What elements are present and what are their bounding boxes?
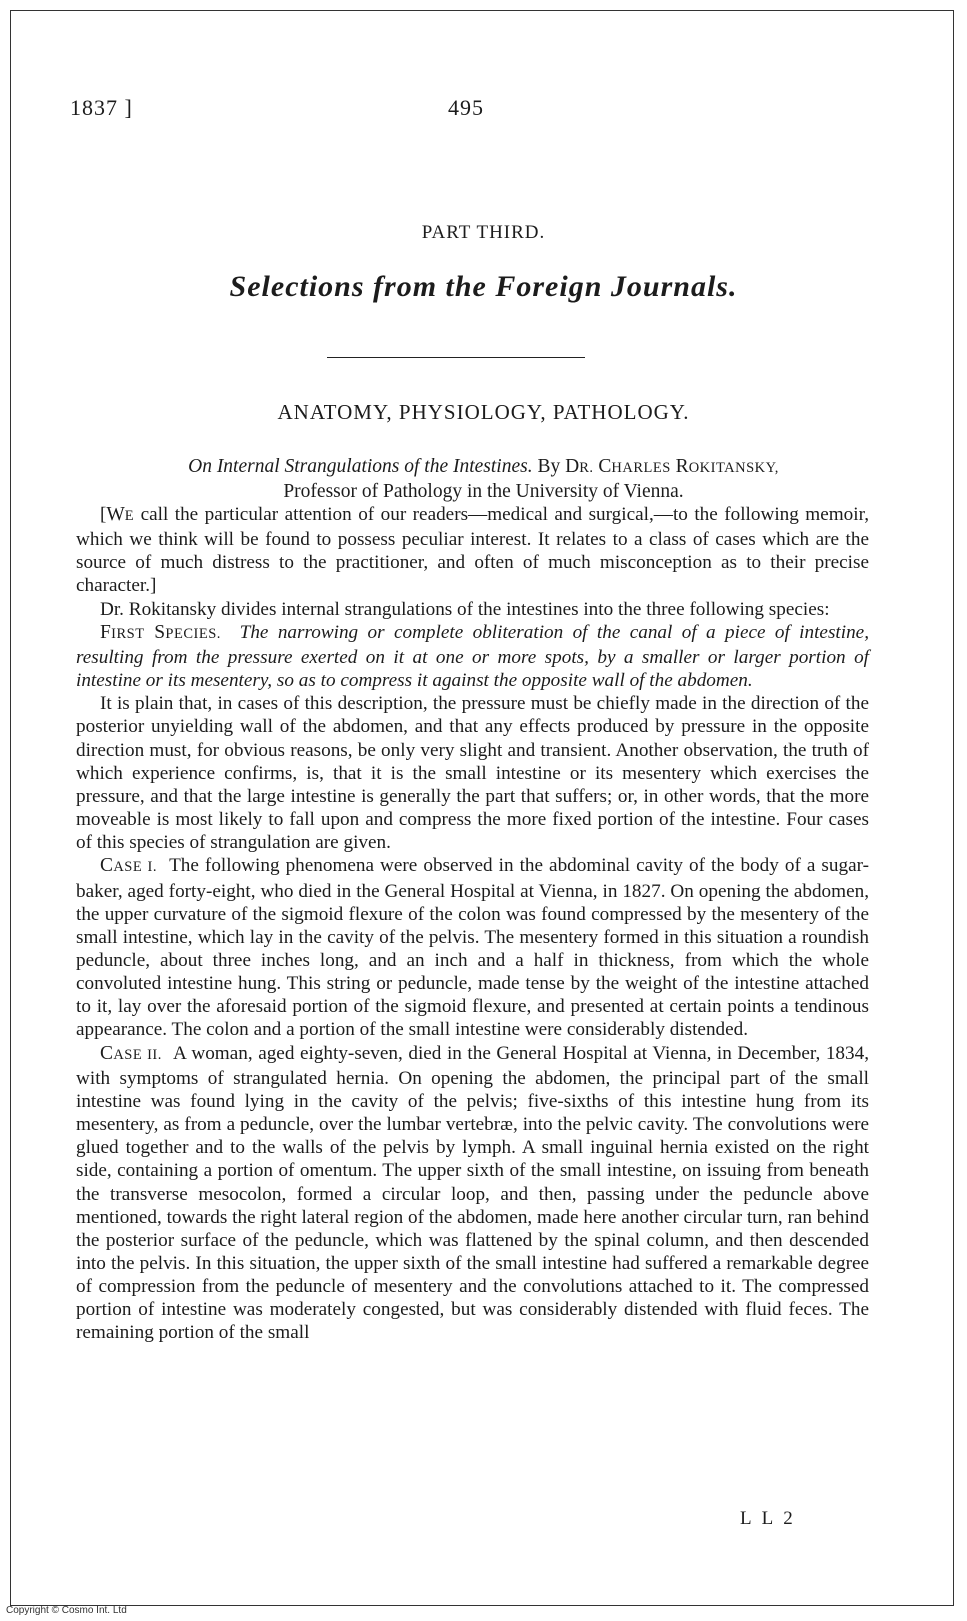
case-2-label	[100, 1043, 162, 1064]
first-species-definition: The narrowing or complete obliteration of the canal of a piece of intestine, resulting from the pressure exerted on it at one or more spots, by a smaller or larger portion of intestine or its mesentery, so as to compress it against the opposite wall of the abdomen.	[76, 621, 869, 692]
first-species-cap2: S	[154, 621, 166, 643]
paragraph-editorial-note	[76, 503, 869, 598]
first-species-label	[100, 622, 221, 643]
author-first-cap: C	[598, 456, 612, 477]
section-heading: ANATOMY, PHYSIOLOGY, PATHOLOGY.	[277, 400, 690, 424]
case-1-text: The following phenomena were observed in the abdominal cavity of the body of a sugar-baker, aged forty-eight, who died in the General Hospital at Vienna, in 1827. On opening the abdomen, the upper curvature of the sigmoid flexure of the colon was found compressed by the mesentery of the small intestine, which lay in the cavity of the pelvis. The mesentery formed in this situation a roundish peduncle, about three inches long, and an inch and a half in thickness, from which the whole convoluted intestine hung. This string or peduncle, made tense by the weight of the intestine attached to it, lay over the aforesaid portion of the sigmoid flexure, and presented at certain points a tendinous appearance. The colon and a portion of the small intestine were considerably distended.	[76, 855, 869, 1041]
author-dr-cap: D	[565, 456, 580, 477]
bracket-open: [	[100, 504, 107, 525]
p1-text: call the particular attention of our readers—medical and surgical,—to the following memoir, which we think will be found to possess peculiar interest. It relates to a class of cases which are the source of much distress to the practitioner, and often of much misconception as to their precise character.]	[76, 504, 869, 597]
journal-section-title: Selections from the Foreign Journals.	[229, 270, 738, 303]
first-species-small2: PECIES.	[165, 625, 221, 642]
author-first-small: HARLES	[611, 460, 671, 476]
p1-we-cap: W	[106, 504, 125, 525]
case-2-small: ASE II.	[113, 1046, 162, 1063]
case-2-cap: C	[100, 1042, 114, 1064]
author-dr-small: R.	[579, 460, 594, 476]
paragraph-first-species	[76, 621, 869, 692]
first-species-cap1: F	[100, 621, 112, 643]
case-2-text: A woman, aged eighty-seven, died in the General Hospital at Vienna, in December, 1834, with symptoms of strangulated hernia. On opening the abdomen, the principal part of the small intestine was found lying in the cavity of the pelvis; five-sixths of this intestine hung from its mesentery, as from a peduncle, over the lumbar vertebræ, into the pelvic cavity. The convolutions were glued together and to the walls of the pelvis by lymph. A small inguinal hernia existed on the right side, containing a portion of omentum. The upper sixth of the small intestine, on issuing from beneath the transverse mesocolon, formed a circular loop, and then, passing under the peduncle above mentioned, towards the right lateral region of the abdomen, made here another circular turn, ran behind the posterior surface of the peduncle, which was flattened by the spinal column, and then descended into the pelvis. In this situation, the upper sixth of the small intestine had suffered a remarkable degree of compression from the peduncle of mesentery and the convolutions attached to it. The compressed portion of intestine was moderately congested, but was considerably distended with fluid feces. The remaining portion of the small	[76, 1042, 870, 1344]
case-1-small: ASE I.	[113, 859, 158, 876]
copyright-notice: Copyright © Cosmo Int. Ltd	[6, 1605, 127, 1616]
article-by: By	[537, 456, 561, 477]
case-1-label	[100, 855, 157, 876]
author-last-small: OKITANSKY,	[688, 460, 779, 476]
p1-we-small: E	[124, 508, 135, 524]
paragraph-discussion: It is plain that, in cases of this description, the pressure must be chiefly made in the direction of the posterior unyielding wall of the abdomen, and that any effects produced by pressure in the opposite direction must, for obvious reasons, be only very slight and transient. Another observation, the truth of which experience confirms, is, that it is the small intestine or its mesentery which exercises the pressure, and that the large intestine is generally the part that suffers; or, in other words, that the more moveable is most likely to fall upon and compress the more fixed portion of the intestine. Four cases of this species of strangulation are given.	[76, 693, 869, 854]
page-number: 495	[448, 95, 484, 120]
article-author	[565, 456, 779, 477]
article-title-block	[50, 455, 917, 504]
article-body	[76, 503, 869, 1345]
article-title: On Internal Strangulations of the Intestines.	[188, 456, 533, 477]
case-1-cap: C	[100, 855, 114, 877]
part-title: PART THIRD.	[421, 222, 546, 243]
author-last-cap: R	[675, 456, 689, 477]
paragraph-species-intro: Dr. Rokitansky divides internal strangulations of the intestines into the three following species:	[100, 598, 830, 620]
first-species-small1: IRST	[111, 625, 145, 642]
paragraph-case-1	[76, 854, 869, 1041]
paragraph-case-2	[76, 1042, 869, 1345]
signature-mark: L L 2	[740, 1508, 796, 1529]
article-affiliation: Professor of Pathology in the University of Vienna.	[283, 481, 684, 502]
title-rule	[327, 357, 585, 358]
running-head-year: 1837 ]	[70, 95, 133, 120]
